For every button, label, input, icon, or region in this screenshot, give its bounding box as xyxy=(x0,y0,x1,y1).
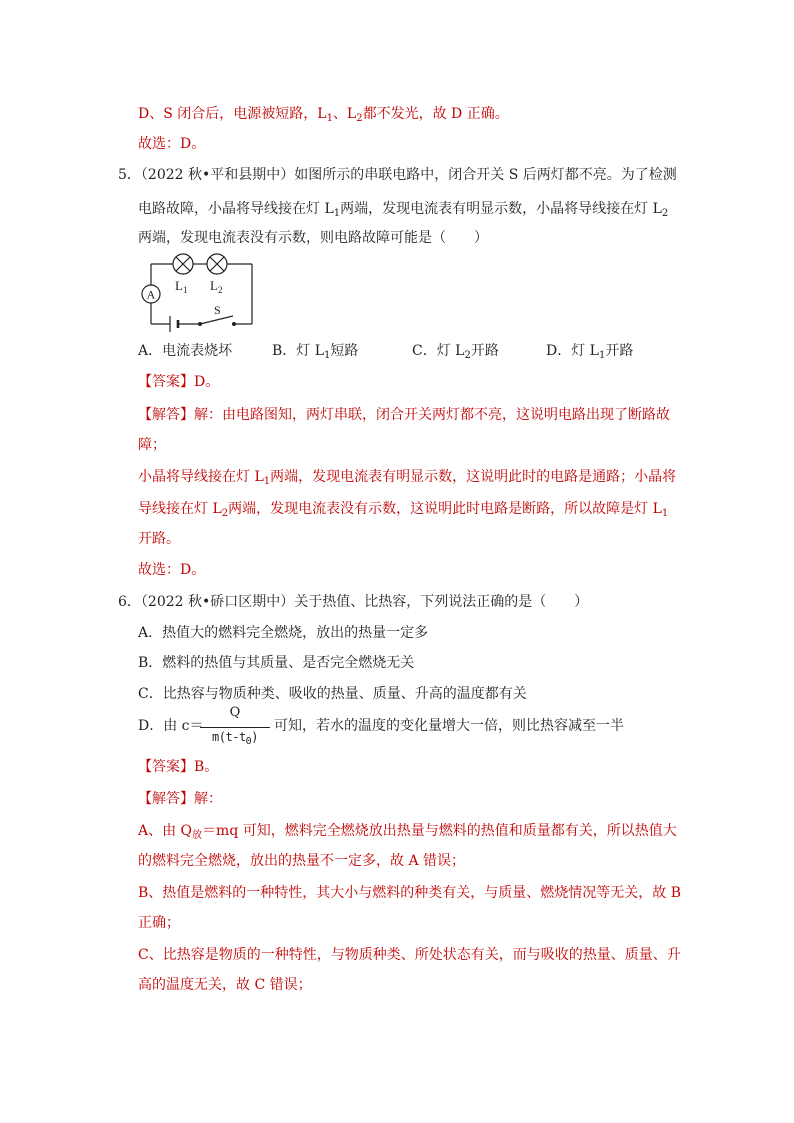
q5-option-c: C．灯 $L_2$开路 xyxy=(412,343,499,361)
q5-circuit-diagram xyxy=(134,252,258,332)
q6-analysis-a-line2: 的燃料完全燃烧，放出的热量不一定多，故 A 错误； xyxy=(138,853,466,869)
q6-answer: 【答案】B。 xyxy=(138,759,219,775)
q5-analysis-line1: 【解答】解：由电路图知，两灯串联，闭合开关两灯都不亮，这说明电路出现了断路故 xyxy=(138,407,670,423)
q5-analysis-line5: 开路。 xyxy=(138,531,180,547)
svg-text:A: A xyxy=(146,287,156,302)
q6-number: 6． xyxy=(118,594,141,610)
q6-option-c: C．比热容与物质种类、吸收的热量、质量、升高的温度都有关 xyxy=(138,686,527,702)
q5-stem-line3: 两端，发现电流表没有示数，则电路故障可能是（ ） xyxy=(138,230,488,246)
q5-option-a: A．电流表烧坏 xyxy=(138,343,233,359)
q6-option-d-formula: Q $m(t-t_0)$ xyxy=(198,705,272,753)
q5-stem-line1: 5．（2022 秋•平和县期中）如图所示的串联电路中，闭合开关 S 后两灯都不亮。为了检测 xyxy=(118,167,677,183)
q6-analysis-b-line1: B、热值是燃料的一种特性，其大小与燃料的种类有关，与质量、燃烧情况等无关，故 B xyxy=(138,885,682,901)
label-l1: $L_1$ xyxy=(175,278,188,295)
svg-text:S: S xyxy=(214,303,221,317)
battery-icon xyxy=(170,316,178,332)
q5-analysis-line4: 导线接在灯 $L_2$两端，发现电流表没有示数，这说明此时电路是断路，所以故障是灯 $L_1$ xyxy=(138,501,669,519)
q6-stem: 6．（2022 秋•硚口区期中）关于热值、比热容，下列说法正确的是（ ） xyxy=(118,594,589,610)
q5-answer: 【答案】D。 xyxy=(138,374,220,390)
q6-option-d-rest: 可知，若水的温度的变化量增大一倍，则比热容减至一半 xyxy=(274,718,624,734)
q4-select: 故选：D。 xyxy=(138,136,206,152)
q5-stem-line2: 电路故障，小晶将导线接在灯 $L_1$两端，发现电流表有明显示数，小晶将导线接在灯 $L_2$ xyxy=(138,201,669,219)
q4-option-d-analysis: D、S 闭合后，电源被短路，$L_1$、$L_2$都不发光，故 D 正确。 xyxy=(138,106,509,124)
lamp-l2-icon xyxy=(207,254,227,274)
ammeter-icon xyxy=(142,285,160,303)
q6-analysis-c-line2: 高的温度无关，故 C 错误； xyxy=(138,977,312,993)
q6-option-a: A．热值大的燃料完全燃烧，放出的热量一定多 xyxy=(138,625,429,641)
lamp-l1-icon xyxy=(173,254,193,274)
q5-analysis-line3: 小晶将导线接在灯 $L_1$两端，发现电流表有明显示数，这说明此时的电路是通路；小晶将 xyxy=(138,469,677,487)
q5-option-b: B．灯 $L_1$短路 xyxy=(272,343,359,361)
q6-analysis-b-line2: 正确； xyxy=(138,915,180,931)
q5-option-d: D．灯 $L_1$开路 xyxy=(546,343,634,361)
q6-analysis-head: 【解答】解： xyxy=(138,791,222,807)
q5-select: 故选：D。 xyxy=(138,562,206,578)
switch-icon xyxy=(198,303,236,326)
q6-option-b: B．燃料的热值与其质量、是否完全燃烧无关 xyxy=(138,655,415,671)
q5-analysis-line2: 障； xyxy=(138,437,166,453)
q5-number: 5． xyxy=(118,167,141,183)
q6-option-d-prefix: D．由 c＝ xyxy=(138,718,204,734)
q6-analysis-c-line1: C、比热容是物质的一种特性，与物质种类、所处状态有关，而与吸收的热量、质量、升 xyxy=(138,947,681,963)
label-l2: $L_2$ xyxy=(210,278,223,295)
q6-analysis-a-line1: A、由 $Q_放=mq$ 可知，燃料完全燃烧放出热量与燃料的热值和质量都有关，所以热值大 xyxy=(138,823,677,841)
